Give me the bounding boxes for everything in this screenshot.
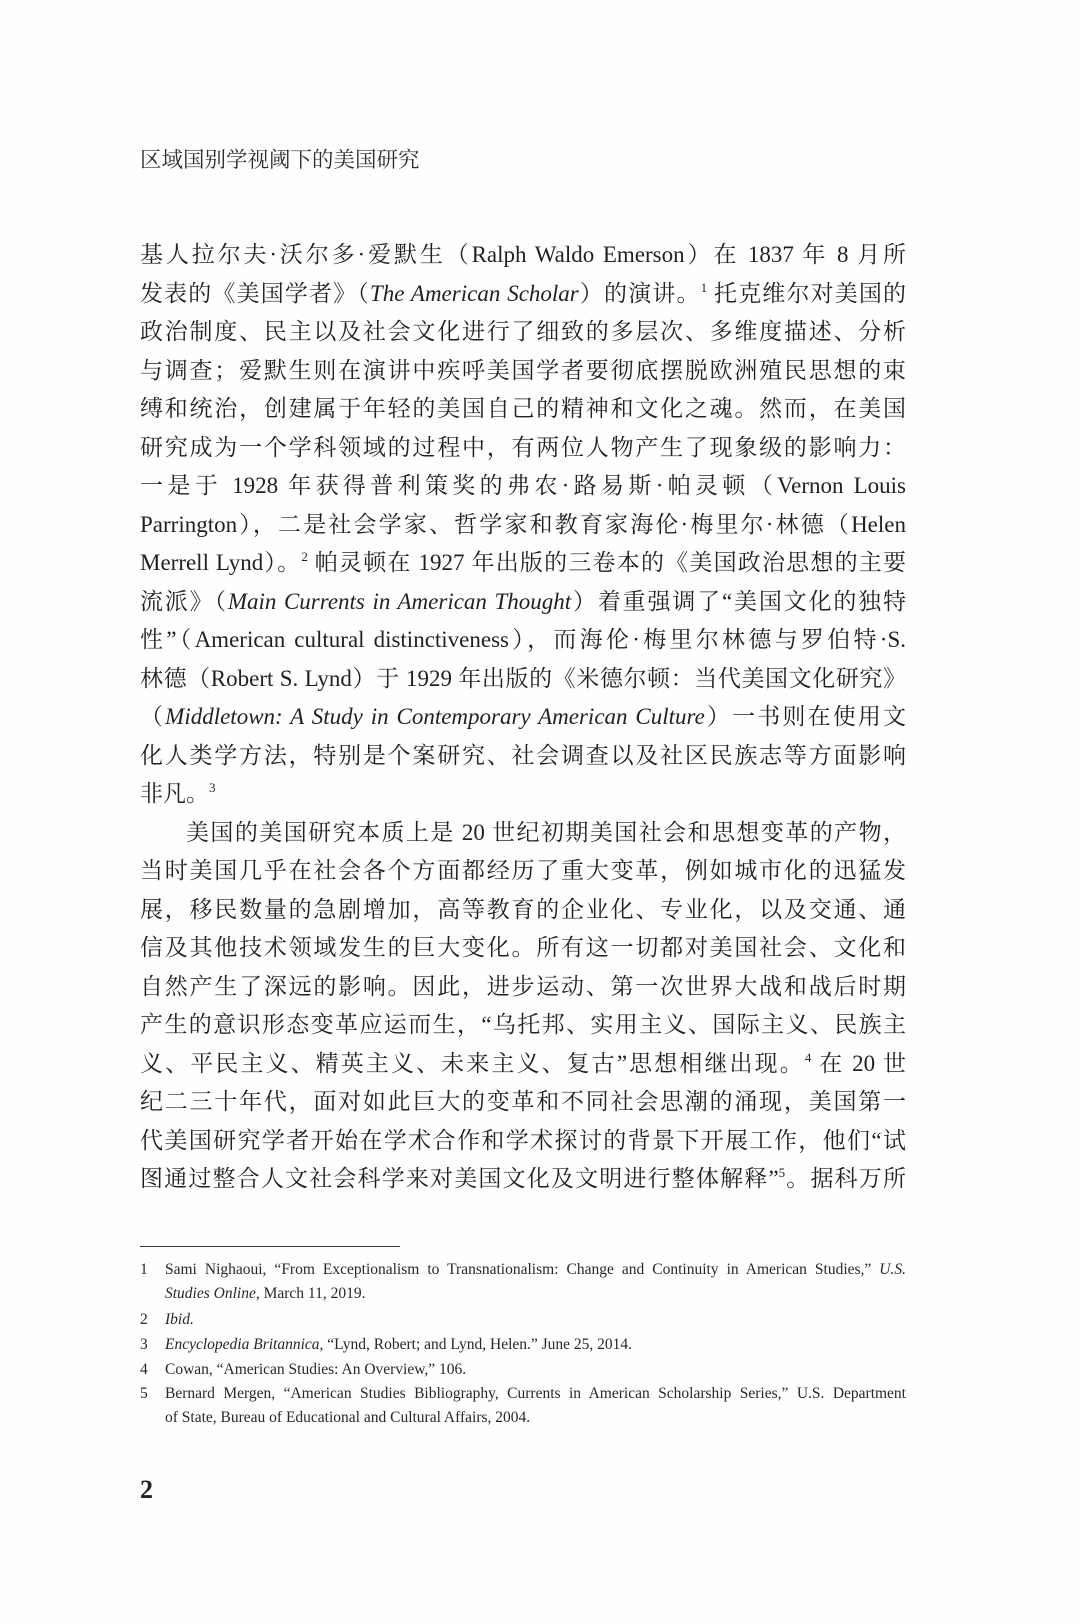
footnote-line: of State, Bureau of Educational and Cultural Affairs, 2004. xyxy=(165,1409,531,1426)
footnote-text xyxy=(165,1382,906,1430)
text-segment: , March 11, 2019. xyxy=(255,1285,366,1302)
footnote-number: 1 xyxy=(140,1261,148,1278)
text-segment: Sami Nighaoui, “From Exceptionalism to Transnationalism: Change and Continuity in American Studies,” xyxy=(165,1261,880,1278)
footnote-line xyxy=(165,1258,906,1282)
footnote-number: 4 xyxy=(140,1361,148,1378)
body-line: 展，移民数量的急剧增加，高等教育的企业化、专业化，以及交通、通 xyxy=(140,896,906,922)
body-line: Parrington），二是社会学家、哲学家和教育家海伦·梅里尔·林德（Helen xyxy=(140,511,906,537)
page-number: 2 xyxy=(140,1475,153,1504)
footnote-line xyxy=(165,1333,906,1357)
text-segment: 托克维尔对美国的 xyxy=(707,280,906,306)
italic-title: The American Scholar xyxy=(369,280,579,306)
italic-title: Main Currents in American Thought xyxy=(227,588,572,614)
running-header: 区域国别学视阈下的美国研究 xyxy=(140,148,420,172)
paragraph xyxy=(140,814,906,1199)
italic-title: Studies Online xyxy=(165,1285,256,1302)
footnote-divider xyxy=(140,1246,400,1247)
text-segment: 非凡。 xyxy=(140,781,209,806)
body-line xyxy=(140,698,906,737)
body-line xyxy=(140,1160,906,1199)
italic-title: Middletown: A Study in Contemporary American Culture xyxy=(165,704,705,729)
footnote-number: 2 xyxy=(140,1311,148,1328)
body-text xyxy=(140,236,906,1199)
footnote-ref: 4 xyxy=(804,1049,812,1065)
text-segment: 在 20 世 xyxy=(811,1050,906,1076)
footnote xyxy=(140,1382,906,1430)
italic-title: Encyclopedia Britannica xyxy=(165,1336,320,1353)
body-line xyxy=(140,1045,906,1084)
text-segment: 发表的《美国学者》（ xyxy=(140,280,370,306)
body-line: 性”（American cultural distinctiveness），而海伦·梅里尔林德与罗伯特·S. xyxy=(140,627,906,652)
footnote-ref: 2 xyxy=(301,549,308,564)
footnote-text xyxy=(165,1358,906,1382)
footnote-ref: 5 xyxy=(778,1165,786,1180)
text-segment: 图通过整合人文社会科学来对美国文化及文明进行整体解释” xyxy=(140,1166,779,1191)
italic-title: U.S. xyxy=(879,1261,906,1278)
body-line: 产生的意识形态变革应运而生，“乌托邦、实用主义、国际主义、民族主 xyxy=(140,1012,906,1037)
body-line xyxy=(140,775,906,814)
body-line: 美国的美国研究本质上是 20 世纪初期美国社会和思想变革的产物， xyxy=(186,819,906,845)
body-line xyxy=(140,275,906,314)
footnote-text xyxy=(165,1333,906,1357)
footnote-number: 5 xyxy=(140,1385,148,1402)
text-segment: 义、平民主义、精英主义、未来主义、复古”思想相继出现。 xyxy=(140,1050,805,1076)
paragraph-continued xyxy=(140,236,906,814)
text-segment: 。据科万所 xyxy=(785,1166,906,1191)
text-segment: , “Lynd, Robert; and Lynd, Helen.” June 25, 2014. xyxy=(319,1336,633,1353)
footnote-line: Cowan, “American Studies: An Overview,” 106. xyxy=(165,1361,467,1378)
body-line: 缚和统治，创建属于年轻的美国自己的精神和文化之魂。然而，在美国 xyxy=(140,396,906,421)
body-line: 林德（Robert S. Lynd）于 1929 年出版的《米德尔顿：当代美国文化研究》 xyxy=(140,665,906,691)
text-segment: 流派》（ xyxy=(140,588,228,614)
body-line: 与调查；爱默生则在演讲中疾呼美国学者要彻底摆脱欧洲殖民思想的束 xyxy=(140,357,906,383)
footnote-number: 3 xyxy=(140,1336,148,1353)
body-line: 纪二三十年代，面对如此巨大的变革和不同社会思潮的涌现，美国第一 xyxy=(140,1089,906,1114)
italic-title: Ibid. xyxy=(165,1311,194,1328)
footnote xyxy=(140,1308,906,1332)
body-line xyxy=(140,583,906,622)
body-line: 研究成为一个学科领域的过程中，有两位人物产生了现象级的影响力： xyxy=(140,434,906,460)
footnote-line xyxy=(165,1308,906,1332)
body-line: 政治制度、民主以及社会文化进行了细致的多层次、多维度描述、分析 xyxy=(140,319,906,344)
footnote-text xyxy=(165,1308,906,1332)
footnote-text xyxy=(165,1258,906,1306)
text-segment: ）一书则在使用文 xyxy=(704,704,906,729)
footnote xyxy=(140,1358,906,1382)
text-segment: ）着重强调了“美国文化的独特 xyxy=(571,588,906,614)
footnote-ref: 1 xyxy=(700,279,708,295)
footnote xyxy=(140,1333,906,1357)
body-line: 自然产生了深远的影响。因此，进步运动、第一次世界大战和战后时期 xyxy=(140,973,906,999)
text-segment: ）的演讲。 xyxy=(578,280,701,306)
footnote-line: Bernard Mergen, “American Studies Bibliography, Currents in American Scholarship Series,” U.S. Department xyxy=(165,1385,906,1402)
body-line: 信及其他技术领域发生的巨大变化。所有这一切都对美国社会、文化和 xyxy=(140,935,906,960)
text-segment: 帕灵顿在 1927 年出版的三卷本的《美国政治思想的主要 xyxy=(307,550,906,575)
body-line: 一是于 1928 年获得普利策奖的弗农·路易斯·帕灵顿（Vernon Louis xyxy=(140,473,906,498)
body-line: 代美国研究学者开始在学术合作和学术探讨的背景下开展工作，他们“试 xyxy=(140,1127,906,1153)
body-line: 基人拉尔夫·沃尔多·爱默生（Ralph Waldo Emerson）在 1837 年 8 月所 xyxy=(140,242,906,267)
footnote-line xyxy=(165,1282,906,1306)
body-line: 当时美国几乎在社会各个方面都经历了重大变革，例如城市化的迅猛发 xyxy=(140,858,906,883)
footnote-ref: 3 xyxy=(209,780,216,795)
footnote xyxy=(140,1258,906,1306)
text-segment: Merrell Lynd）。 xyxy=(140,550,302,575)
body-line xyxy=(140,544,906,583)
text-segment: （ xyxy=(140,704,166,729)
body-line: 化人类学方法，特别是个案研究、社会调查以及社区民族志等方面影响 xyxy=(140,742,906,768)
